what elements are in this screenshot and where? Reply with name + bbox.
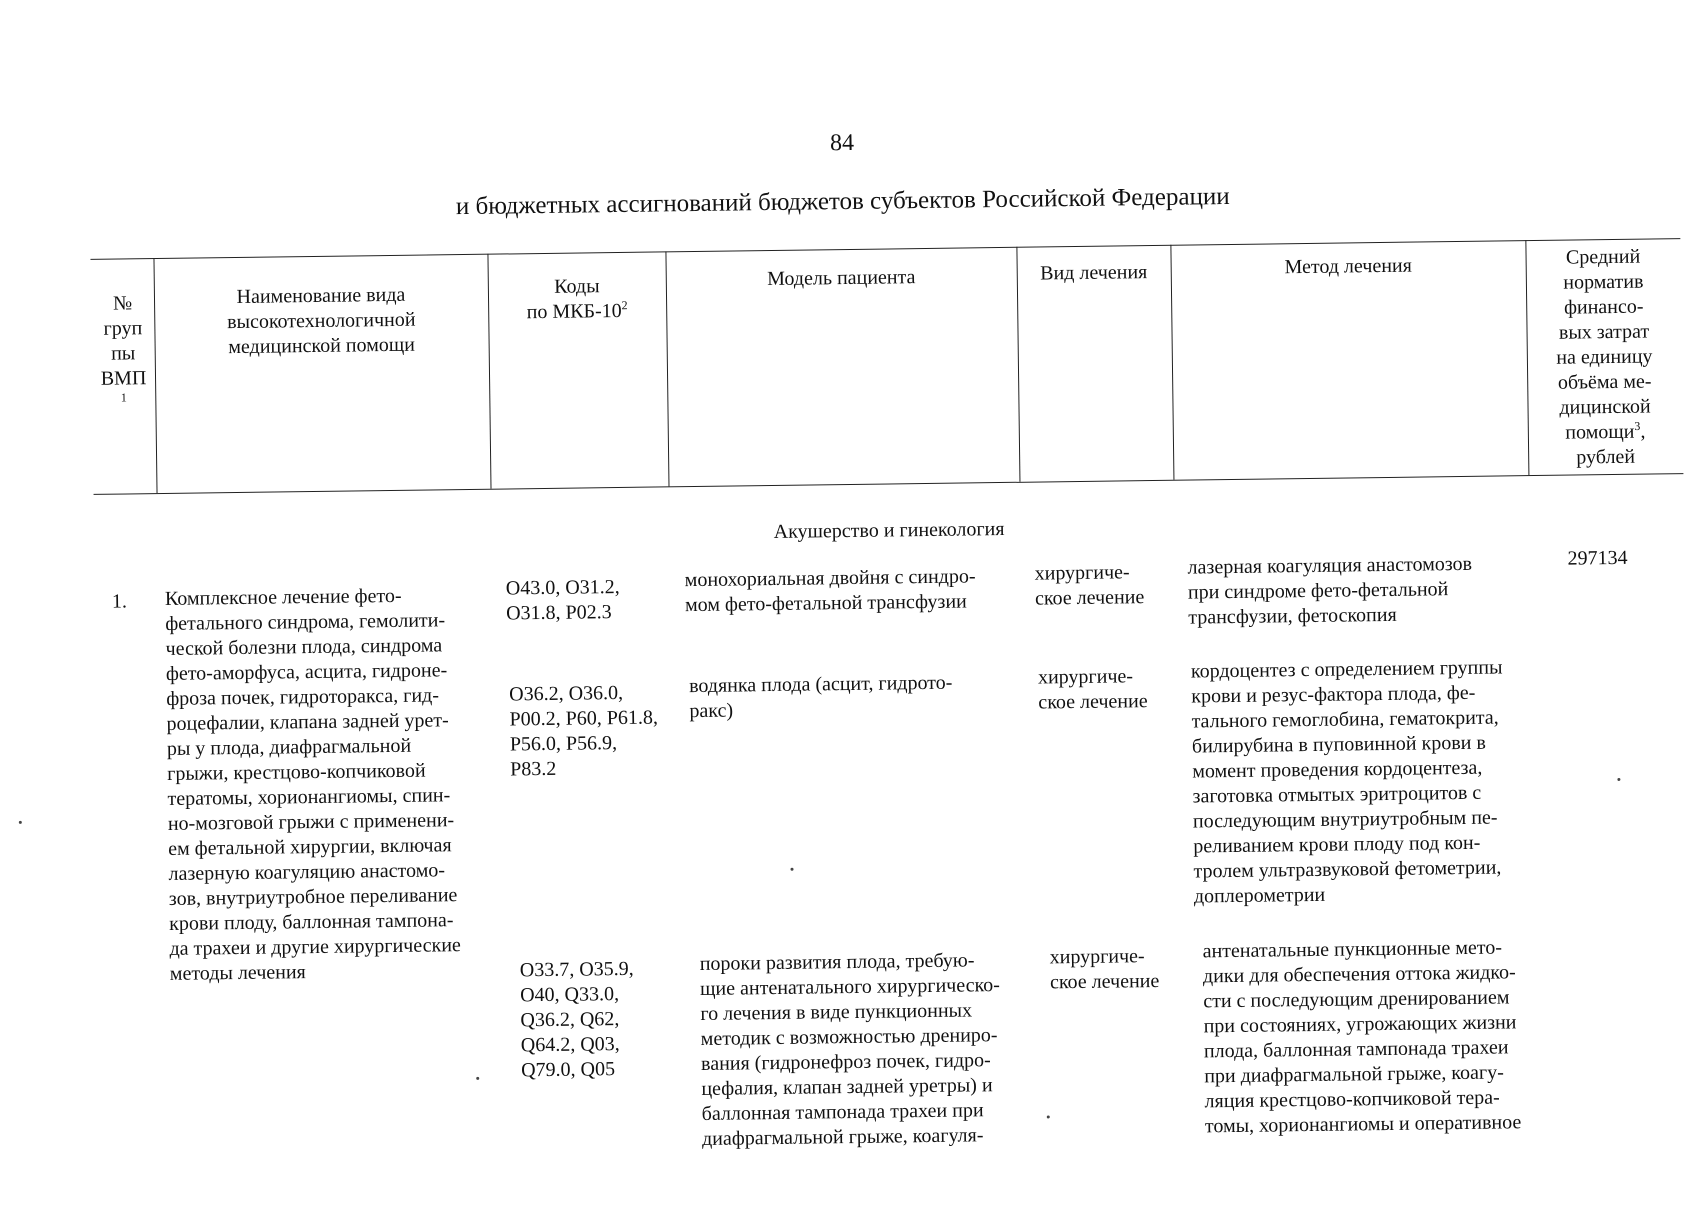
header-line: на единицу bbox=[1556, 345, 1653, 369]
text-line: томы, хорионангиомы и оперативное bbox=[1204, 1111, 1522, 1138]
text-line: но-мозговой грыжи с применени- bbox=[167, 809, 455, 835]
text-line: билирубина в пуповинной крови в bbox=[1191, 731, 1486, 758]
header-line: рублей bbox=[1576, 445, 1636, 469]
text-line: баллонная тампонада трахеи при bbox=[701, 1099, 984, 1125]
patient-model bbox=[700, 947, 1053, 1152]
text-line: трансфузии, фетоскопия bbox=[1188, 603, 1397, 629]
patient-model bbox=[685, 564, 1031, 619]
header-line: объёма ме- bbox=[1557, 370, 1652, 394]
treatment-method bbox=[1187, 551, 1538, 631]
header-patient-model: Модель пациента bbox=[766, 266, 916, 291]
text-line: тератомы, хорионангиомы, спин- bbox=[167, 784, 451, 810]
average-cost-value: 297134 bbox=[1567, 546, 1628, 570]
text-line: цефалия, клапан задней уретры) и bbox=[701, 1074, 993, 1100]
text-line: заготовка отмытых эритроцитов с bbox=[1192, 781, 1482, 808]
text-line: роцефалии, клапана задней урет- bbox=[166, 709, 449, 735]
header-line: вых затрат bbox=[1558, 320, 1650, 344]
header-line: Коды bbox=[554, 275, 600, 298]
header-line: дицинской bbox=[1559, 395, 1651, 419]
text-line: плода, баллонная тампонада трахеи bbox=[1203, 1036, 1509, 1063]
text-line: O36.2, O36.0, bbox=[509, 681, 624, 706]
scan-speck bbox=[19, 821, 22, 824]
text-line: фето-аморфуса, асцита, гидроне- bbox=[165, 659, 448, 685]
section-title: Акушерство и гинекология bbox=[773, 517, 1005, 543]
text-line: O40, Q33.0, bbox=[520, 983, 620, 1007]
text-line: при диафрагмальной грыже, коагу- bbox=[1204, 1061, 1504, 1088]
text-line: Комплексное лечение фето- bbox=[164, 584, 402, 610]
text-line: тального гемоглобина, гематокрита, bbox=[1191, 706, 1499, 733]
text-line: ракс) bbox=[689, 699, 734, 723]
text-line: тролем ультразвуковой фетометрии, bbox=[1193, 856, 1502, 883]
text-line: O43.0, O31.2, bbox=[505, 576, 620, 600]
text-line: реливанием крови плоду под кон- bbox=[1193, 831, 1481, 858]
scan-speck bbox=[1047, 1115, 1050, 1118]
text-line: дики для обеспечения оттока жидко- bbox=[1202, 961, 1516, 988]
text-line: ры у плода, диафрагмальной bbox=[166, 734, 412, 760]
header-line: Наименование вида bbox=[236, 283, 406, 309]
text-line: ческой болезни плода, синдрома bbox=[165, 634, 443, 660]
text-line: антенатальные пункционные мето- bbox=[1202, 936, 1503, 963]
text-line: крови плоду, баллонная тампона- bbox=[169, 909, 454, 935]
text-line: последующим внутриутробным пе- bbox=[1192, 806, 1498, 833]
header-line: пы bbox=[110, 342, 136, 365]
text-line: Q36.2, Q62, bbox=[520, 1008, 620, 1032]
text-line: ское лечение bbox=[1034, 586, 1145, 610]
care-type-name bbox=[165, 583, 505, 987]
scan-speck bbox=[476, 1077, 479, 1080]
text-line: ское лечение bbox=[1038, 690, 1148, 714]
text-line: диафрагмальной грыже, коагуля- bbox=[701, 1124, 984, 1150]
header-icd-codes bbox=[488, 273, 667, 325]
header-line: финансо- bbox=[1563, 295, 1644, 319]
text-line: момент проведения кордоцентеза, bbox=[1192, 756, 1483, 783]
header-line: по МКБ-10 bbox=[526, 299, 622, 324]
text-line: фроза почек, гидроторакса, гид- bbox=[166, 684, 440, 710]
text-line: O33.7, O35.9, bbox=[519, 957, 634, 982]
text-line: крови и резус-фактора плода, фе- bbox=[1191, 681, 1476, 708]
treatment-type bbox=[1050, 944, 1196, 996]
text-line: ляция крестцово-копчиковой тера- bbox=[1204, 1086, 1500, 1113]
text-line: щие антенатального хирургическо- bbox=[699, 974, 1001, 1000]
text-line: водянка плода (асцит, гидрото- bbox=[688, 671, 953, 698]
document-title: и бюджетных ассигнований бюджетов субъектов Российской Федерации bbox=[455, 182, 1230, 221]
text-line: методы лечения bbox=[169, 961, 306, 985]
icd-codes bbox=[520, 956, 687, 1083]
text-line: хирургиче- bbox=[1049, 945, 1145, 969]
row-number: 1. bbox=[111, 590, 128, 613]
treatment-type bbox=[1038, 664, 1184, 716]
header-line: высокотехнологичной bbox=[226, 308, 416, 334]
header-line: норматив bbox=[1563, 270, 1644, 294]
table-header-bottom-rule bbox=[94, 473, 1684, 495]
text-line: зов, внутриутробное переливание bbox=[168, 884, 458, 910]
text-line: ское лечение bbox=[1049, 969, 1160, 994]
header-average-cost bbox=[1525, 244, 1683, 471]
header-line: ВМП bbox=[100, 367, 147, 390]
page-number: 84 bbox=[829, 129, 855, 157]
header-footnote-mark: 1 bbox=[120, 390, 127, 405]
text-line: при синдроме фето-фетальной bbox=[1187, 578, 1449, 604]
text-line: доплерометрии bbox=[1193, 883, 1326, 908]
text-line: лазерная коагуляция анастомозов bbox=[1187, 552, 1473, 579]
text-line: кордоцентез с определением группы bbox=[1190, 656, 1503, 683]
text-line: пороки развития плода, требую- bbox=[699, 949, 975, 975]
header-footnote-mark: 2 bbox=[621, 298, 628, 313]
header-line: Средний bbox=[1565, 245, 1641, 269]
text-line: ем фетальной хирургии, включая bbox=[168, 834, 452, 860]
text-line: при состояниях, угрожающих жизни bbox=[1203, 1011, 1517, 1038]
icd-codes bbox=[506, 574, 677, 626]
scan-speck bbox=[1617, 778, 1620, 781]
text-line: да трахеи и другие хирургические bbox=[169, 934, 461, 960]
text-line: P00.2, P60, P61.8, bbox=[509, 706, 659, 731]
text-line: P56.0, P56.9, bbox=[509, 732, 618, 756]
text-line: Q64.2, Q03, bbox=[520, 1033, 620, 1057]
header-line: медицинской помощи bbox=[228, 333, 416, 359]
scan-speck bbox=[791, 868, 794, 871]
header-line: груп bbox=[103, 317, 143, 340]
text-line: вания (гидронефроз почек, гидро- bbox=[700, 1049, 991, 1075]
header-line: , bbox=[1640, 420, 1646, 443]
text-line: P83.2 bbox=[510, 757, 557, 781]
header-treatment-method: Метод лечения bbox=[1284, 254, 1413, 279]
text-line: монохориальная двойня с синдро- bbox=[684, 565, 976, 592]
text-line: грыжи, крестцово-копчиковой bbox=[167, 759, 426, 785]
text-line: фетального синдрома, гемолити- bbox=[165, 609, 446, 635]
text-line: мом фето-фетальной трансфузии bbox=[684, 590, 967, 617]
header-treatment-type: Вид лечения bbox=[1040, 261, 1148, 285]
header-line: № bbox=[112, 292, 133, 315]
header-group-number bbox=[91, 291, 155, 404]
text-line: O31.8, P02.3 bbox=[506, 601, 612, 625]
text-line: хирургиче- bbox=[1037, 665, 1134, 689]
icd-codes bbox=[509, 680, 685, 782]
text-line: хирургиче- bbox=[1034, 561, 1130, 585]
text-line: методик с возможностью дрениро- bbox=[700, 1024, 998, 1050]
treatment-type bbox=[1035, 560, 1181, 612]
text-line: лазерную коагуляцию анастомо- bbox=[168, 859, 446, 885]
treatment-method bbox=[1202, 935, 1565, 1140]
header-line: помощи bbox=[1565, 420, 1635, 444]
header-care-type bbox=[154, 282, 489, 361]
text-line: Q79.0, Q05 bbox=[520, 1058, 616, 1082]
patient-model bbox=[689, 670, 1035, 725]
text-line: го лечения в виде пункционных bbox=[700, 999, 973, 1025]
text-line: сти с последующим дренированием bbox=[1203, 986, 1510, 1013]
header-footnote-mark: 3 bbox=[1634, 418, 1641, 434]
treatment-method bbox=[1191, 655, 1549, 910]
